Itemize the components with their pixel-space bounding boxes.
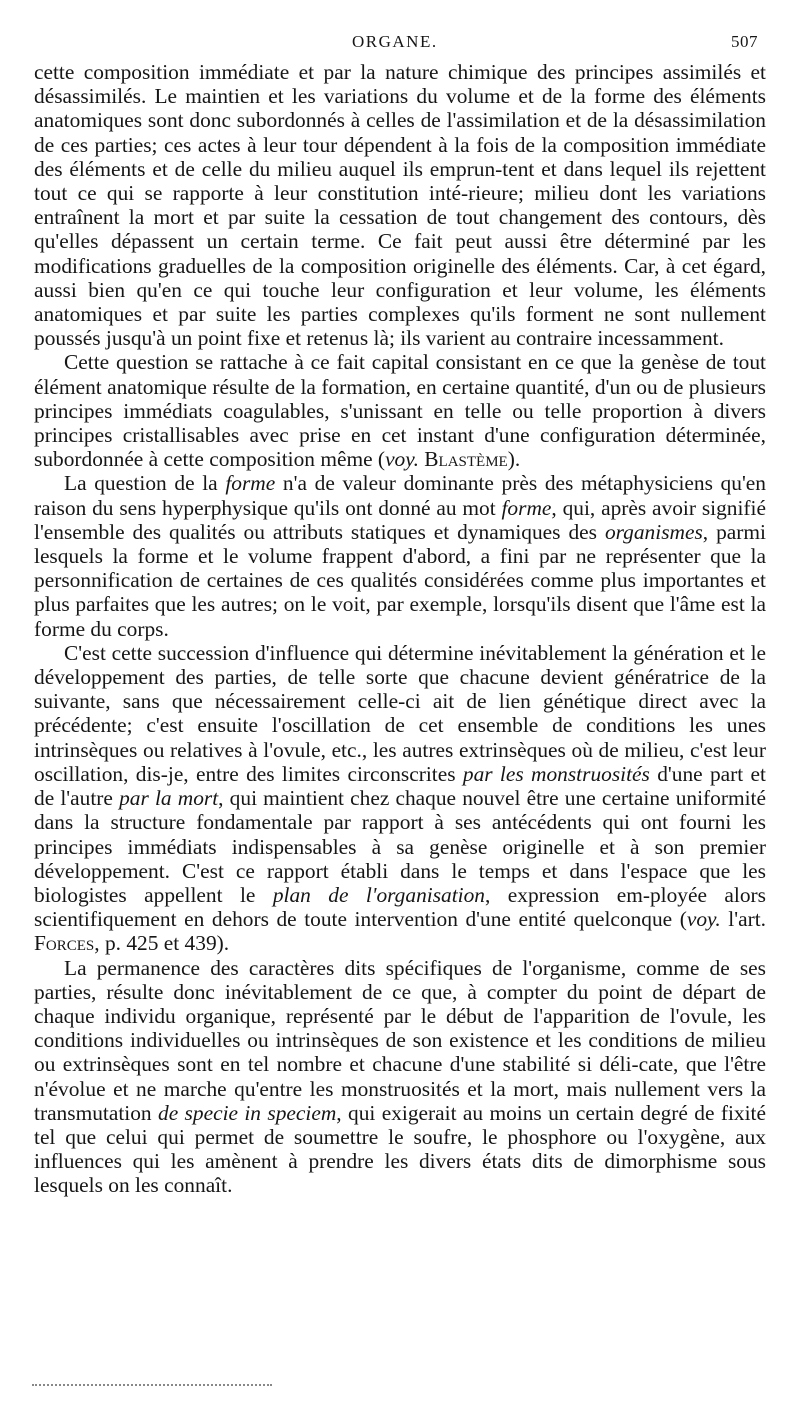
voy-abbrev: voy. <box>385 447 419 472</box>
cross-reference-blasteme: Blastème <box>424 447 508 472</box>
paragraph-succession: C'est cette succession d'influence qui détermine inévitablement la génération et le développement des parties, de telle sorte que chacune devient génératrice de la suivante, sans que nécessairement celle-ci ait de lien génétique direct avec la précédente; c'est ensuite l'oscillation de cet ensemble de conditions les unes intrinsèques ou relatives à l'ovule, etc., les autres extrinsèques où de milieu, c'est leur oscillation, dis-je, entre des limites circonscrites par les monstruosités d'une part et de l'autre par la mort, qui maintient chez chaque nouvel être une certaine uniformité dans la structure fondamentale par rapport à ses antécédents qui ont fourni les principes immédiats indispensables à sa genèse originelle et à son premier développement. C'est ce rapport établi dans le temps et dans l'espace que les biologistes appellent le plan de l'organisation, expression em-ployée alors scientifiquement en dehors de toute intervention d'une entité quelconque (voy. l'art. Forces, p. 425 et 439). <box>34 640 767 956</box>
cross-reference-forces: Forces <box>34 931 95 956</box>
voy-abbrev: voy. <box>686 907 721 932</box>
body-text <box>34 60 766 1198</box>
paragraph-genese: Cette question se rattache à ce fait capital consistant en ce que la genèse de tout élément anatomique résulte de la formation, en certaine quantité, d'un ou de plusieurs principes immédiats coagulables, s'unissant en telle ou telle proportion à divers principes cristallisables avec prise en cet instant d'une configuration déterminée, subordonnée à cette composition même (voy. Blastème). <box>34 350 766 472</box>
page-number: 507 <box>731 32 758 51</box>
paragraph-forme: La question de la forme n'a de valeur dominante près des métaphysiciens qu'en raison du sens hyperphysique qu'ils ont donné au mot forme, qui, après avoir signifié l'ensemble des qualités ou attributs statiques et dynamiques des organismes, parmi lesquels la forme et le volume frappent d'abord, a fini par ne représenter que la personnification de certaines de ces qualités considérées comme plus importantes et plus parfaites que les autres; on le voit, par exemple, lorsqu'ils disent que l'âme est la forme du corps. <box>34 471 766 641</box>
print-artifact-line <box>32 1384 272 1389</box>
paragraph-permanence: La permanence des caractères dits spécifiques de l'organisme, comme de ses parties, résulte donc inévitablement de ce que, à compter du point de départ de chaque individu organique, représenté par le début de l'apparition de l'ovule, les conditions individuelles ou intrinsèques de son existence et les conditions de milieu ou extrinsèques sont en tel nombre et chacune d'une stabilité si déli-cate, que l'être n'évolue et ne marche qu'entre les monstruosités et la mort, mais nullement vers la transmutation de specie in speciem, qui exigerait au moins un certain degré de fixité tel que celui qui permet de soumettre le soufre, le phosphore ou l'oxygène, aux influences qui les amènent à prendre les divers états dits de dimorphisme sous lesquels on les connaît. <box>34 955 766 1198</box>
running-head-title: ORGANE. <box>352 32 438 51</box>
paragraph-continued: cette composition immédiate et par la nature chimique des principes assimilés et désassimilés. Le maintien et les variations du volume et de la forme des éléments anatomiques sont donc subordonnés à celles de l'assimilation et de la désassimilation de ces parties; ces actes à leur tour dépendent à la fois de la composition immédiate des éléments et de celle du milieu auquel ils emprun-tent et dans lequel ils rejettent tout ce qui se rapporte à leur constitution inté-rieure; milieu dont les variations entraînent la mort et par suite la cessation de tout changement des contours, dès qu'elles dépassent un certain terme. Ce fait peut aussi être déterminé par les modifications graduelles de la composition originelle des éléments. Car, à cet égard, aussi bien qu'en ce qui touche leur configuration et leur volume, les éléments anatomiques et par suite les parties complexes qu'ils forment ne sont nullement poussés jusqu'à un point fixe et retenus là; ils varient au contraire incessamment. <box>34 60 766 351</box>
running-head <box>0 32 800 56</box>
